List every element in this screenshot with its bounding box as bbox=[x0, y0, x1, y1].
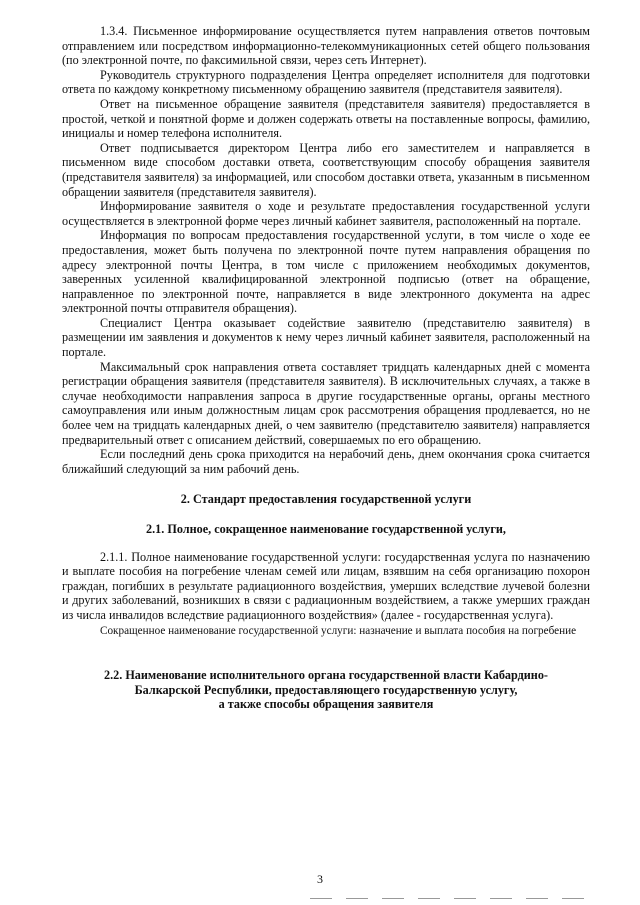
paragraph-max-response-time: Максимальный срок направления ответа составляет тридцать календарных дней с момента регистрации обращения заявителя (представителя заявителя). В исключительных случаях, а также в случае необходимости направления запроса в другие государственные органы, органы местного самоуправления или иным должностным лицам срок рассмотрения обращения продлевается, но не более чем на тридцать календарных дней, о чем заявителю (представителю заявителя) направляется предварительный ответ с описанием действий, совершаемых по его обращению. bbox=[62, 359, 590, 447]
paragraph-specialist-assistance: Специалист Центра оказывает содействие заявителю (представителю заявителя) в размещении им заявления и документов к нему через личный кабинет заявителя, расположенный на портале. bbox=[62, 315, 590, 360]
paragraph-written-informing: 1.3.4. Письменное информирование осуществляется путем направления ответов почтовым отправлением или посредством информационно-телекоммуникационных сетей общего пользования (по электронной почте, по факсимильной связи, через сеть Интернет). bbox=[62, 24, 590, 68]
section-heading-2-2 bbox=[62, 668, 590, 712]
section-heading-2: 2. Стандарт предоставления государственной услуги bbox=[180, 492, 472, 507]
paragraph-executor-assignment: Руководитель структурного подразделения Центра определяет исполнителя для подготовки ответа по каждому конкретному письменному обращению заявителя (представителя заявителя). bbox=[62, 67, 590, 97]
section-heading-2-2-line3: а также способы обращения заявителя bbox=[218, 697, 434, 712]
scan-mark bbox=[382, 898, 404, 899]
paragraph-nonworking-day: Если последний день срока приходится на нерабочий день, днем окончания срока считается ближайший следующий за ним рабочий день. bbox=[62, 447, 590, 476]
scan-mark bbox=[418, 898, 440, 899]
section-heading-2-2-line2: Балкарской Республики, предоставляющего государственную услугу, bbox=[134, 682, 518, 697]
scan-mark bbox=[490, 898, 512, 899]
scan-mark bbox=[454, 898, 476, 899]
paragraph-email-information: Информация по вопросам предоставления государственной услуги, в том числе о ходе ее предоставления, может быть получена по электронной почте путем направления обращения по адресу электронной почты Центра, в том числе с приложением необходимых документов, заверенных усиленной квалифицированной электронной подписью (ответ на обращение, направленное по электронной почте, направляется в виде электронного документа на адрес электронной почты отправителя обращения). bbox=[62, 228, 590, 316]
scan-artifact-marks bbox=[310, 898, 610, 901]
paragraph-answer-form: Ответ на письменное обращение заявителя (представителя заявителя) предоставляется в простой, четкой и понятной форме и должен содержать ответы на поставленные вопросы, фамилию, инициалы и номер телефона исполнителя. bbox=[62, 96, 590, 141]
section-heading-2-1: 2.1. Полное, сокращенное наименование государственной услуги, bbox=[146, 522, 506, 536]
paragraph-electronic-informing: Информирование заявителя о ходе и результате предоставления государственной услуги осуществляется в электронной форме через личный кабинет заявителя, расположенный на портале. bbox=[62, 199, 590, 228]
section-heading-2-2-line1: 2.2. Наименование исполнительного органа государственной власти Кабардино- bbox=[103, 667, 548, 682]
scan-mark bbox=[526, 898, 548, 899]
scan-mark bbox=[310, 898, 332, 899]
paragraph-short-service-name: Сокращенное наименование государственной услуги: назначение и выплата пособия на погребение bbox=[100, 624, 577, 637]
paragraph-answer-signing: Ответ подписывается директором Центра либо его заместителем и направляется в письменном виде способом доставки ответа, соответствующим способу обращения заявителя (представителя заявителя) за информацией, или способом доставки ответа, указанным в письменном обращении заявителя (представителя заявителя). bbox=[62, 140, 590, 199]
paragraph-full-service-name: 2.1.1. Полное наименование государственной услуги: государственная услуга по назначению и выплате пособия на погребение членам семей или лицам, взявшим на себя организацию похорон граждан, погибших в результате радиационного воздействия, умерших вследствие лучевой болезни и других заболеваний, возникших в связи с радиационным воздействием, а также умерших граждан из числа инвалидов вследствие радиационного воздействия» (далее - государственная услуга). bbox=[62, 549, 590, 622]
scan-mark bbox=[346, 898, 368, 899]
page-number: 3 bbox=[317, 872, 323, 886]
scan-mark bbox=[562, 898, 584, 899]
